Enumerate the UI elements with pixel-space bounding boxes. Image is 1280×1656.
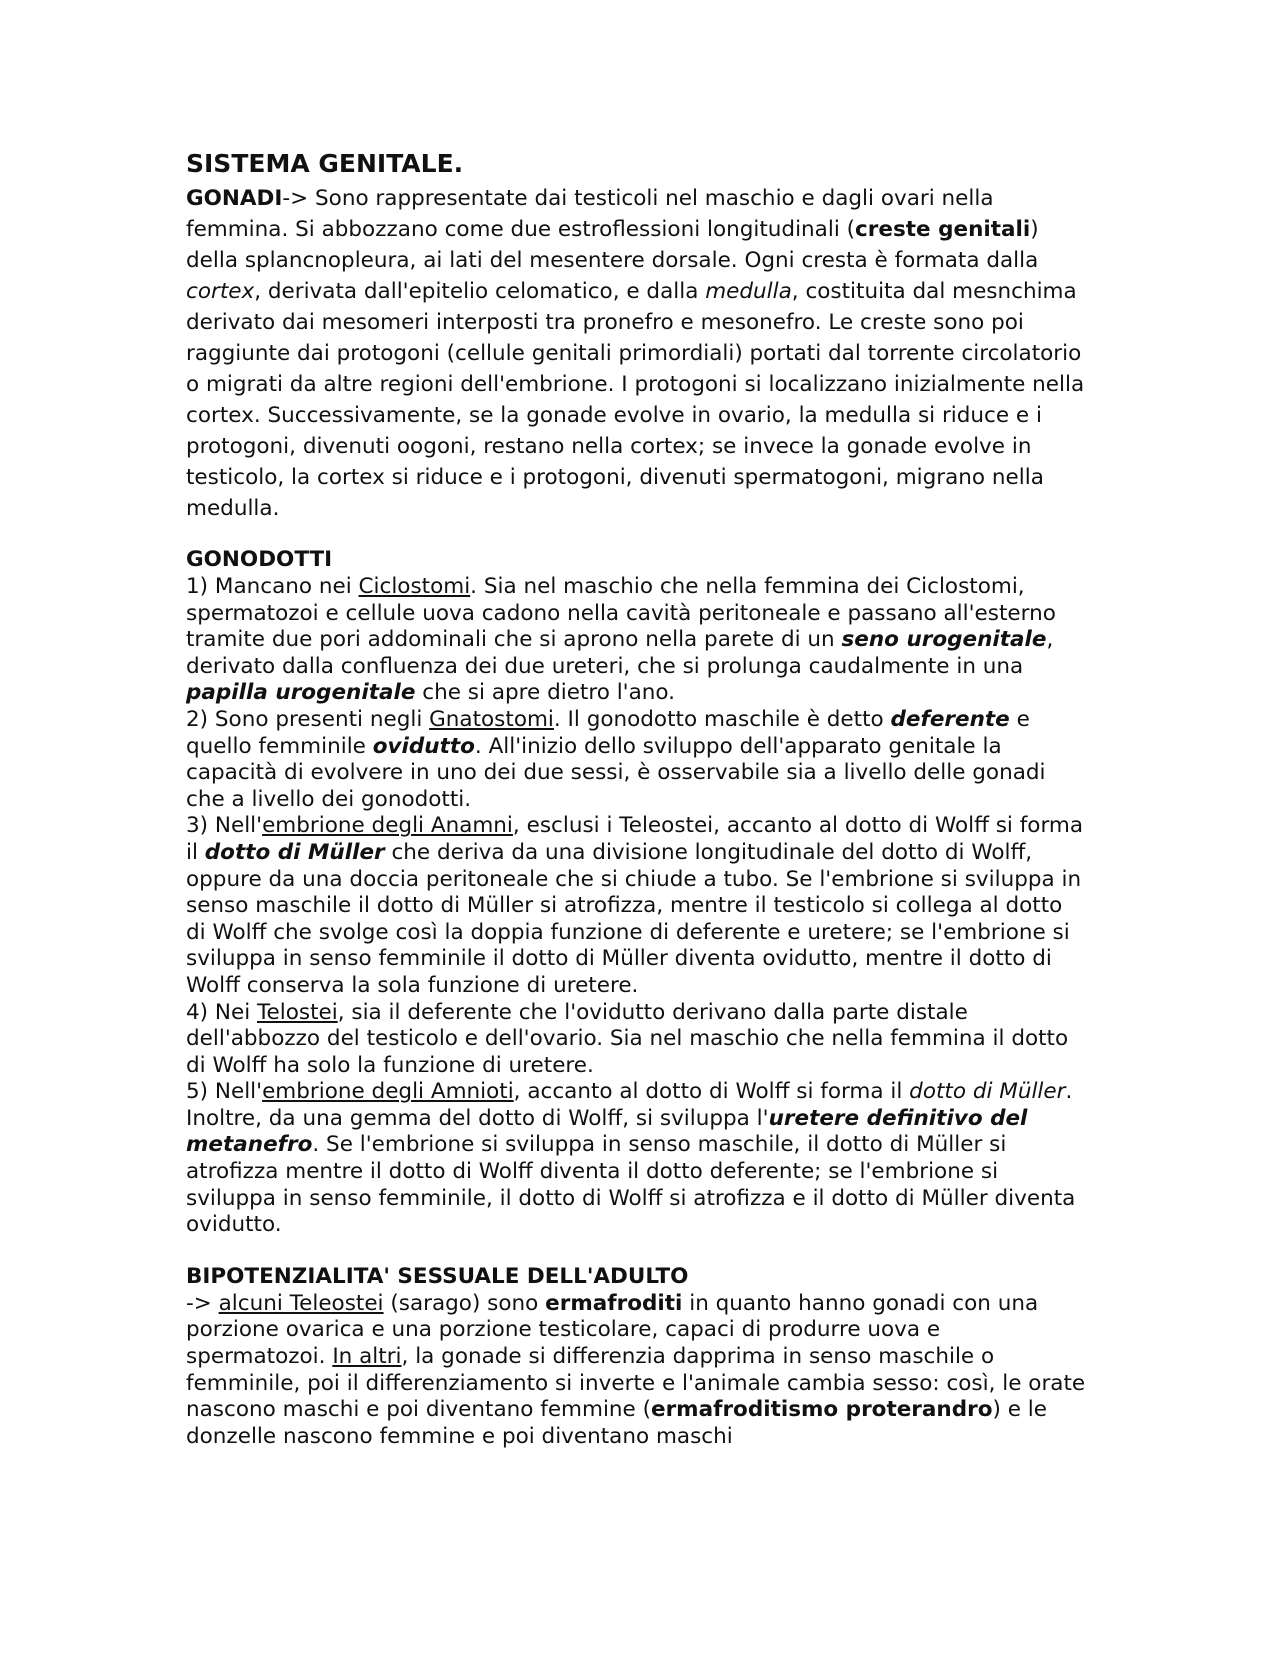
underlined-term: Telostei — [257, 999, 338, 1025]
text-run: . Se l'embrione si sviluppa in senso maschile, il dotto di Müller si atrofizza mentre il dotto di Wolff diventa il dotto deferente; se l'embrione si sviluppa in senso femminile, il dotto di Wolff si atrofizza e il dotto di Müller diventa ovidutto. — [186, 1132, 1076, 1238]
bipotenzialita-paragraph — [186, 1291, 1086, 1451]
text-run: che si apre dietro l'ano. — [415, 680, 676, 706]
text-run: , la gonade si differenzia dapprima in senso maschile o femminile, poi il differenziamento si inverte e l'animale cambia sesso: così, le orate nascono maschi e poi diventano femmine ( — [186, 1344, 1086, 1423]
term-papilla-urogenitale: papilla urogenitale — [186, 680, 416, 706]
text-run: (sarago) sono — [383, 1290, 546, 1316]
underlined-term: embrione degli Anamni — [262, 813, 513, 839]
text-run: 3) Nell' — [186, 813, 263, 839]
term-dotto-di-muller: dotto di Müller — [204, 839, 385, 865]
underlined-term: Gnatostomi — [429, 706, 554, 732]
gonadi-label: GONADI — [186, 186, 283, 211]
text-run: , accanto al dotto di Wolff si forma il — [513, 1079, 910, 1105]
text-run: , costituita dal mesnchima derivato dai mesomeri interposti tra pronefro e mesonefro. Le creste sono poi raggiunte dai protogoni (cellule genitali primordiali) portati dal torrente circolatorio o migrati da altre regioni dell'embrione. I protogoni si localizzano inizialmente nella cortex. Successivamente, se la gonade evolve in ovario, la medulla si riduce e i protogoni, divenuti oogoni, restano nella cortex; se invece la gonade evolve in testicolo, la cortex si riduce e i protogoni, divenuti spermatogoni, migrano nella medulla. — [186, 279, 1085, 521]
text-run: , derivato dalla confluenza dei due ureteri, che si prolunga caudalmente in una — [186, 627, 1054, 679]
text-run: , esclusi i Teleostei, accanto al dotto di Wolff si forma il — [186, 813, 1084, 865]
text-run: 5) Nell' — [186, 1079, 263, 1105]
text-run: -> Sono rappresentate dai testicoli nel maschio e dagli ovari nella femmina. Si abbozzano come due estroflessioni longitudinali ( — [186, 186, 994, 242]
underlined-term: alcuni Teleostei — [218, 1290, 384, 1316]
text-run: e quello femminile — [186, 706, 1030, 759]
gonodotti-point-4 — [186, 1000, 1086, 1080]
term-dotto-di-muller: dotto di Müller — [909, 1079, 1066, 1105]
bipotenzialita-heading: BIPOTENZIALITA' SESSUALE DELL'ADULTO — [186, 1263, 689, 1289]
text-run: , sia il deferente che l'ovidutto derivano dalla parte distale dell'abbozzo del testicolo e dell'ovario. Sia nel maschio che nella femmina il dotto di Wolff ha solo la funzione di uretere. — [186, 999, 1069, 1078]
page-title: SISTEMA GENITALE. — [186, 149, 464, 178]
text-run: . Inoltre, da una gemma del dotto di Wolff, si sviluppa l' — [186, 1079, 1073, 1131]
text-run: . All'inizio dello sviluppo dell'apparato genitale la capacità di evolvere in uno dei due sessi, è osservabile sia a livello delle gonadi che a livello dei gonodotti. — [186, 733, 1046, 812]
underlined-term: Ciclostomi — [358, 574, 471, 599]
term-ovidutto: ovidutto — [372, 733, 475, 759]
text-run: 2) Sono presenti negli — [186, 706, 430, 732]
text-run: -> — [186, 1290, 219, 1316]
text-run: ) e le donzelle nascono femmine e poi diventano maschi — [186, 1397, 1047, 1449]
text-run: che deriva da una divisione longitudinale del dotto di Wolff, oppure da una doccia peritoneale che si chiude a tubo. Se l'embrione si sviluppa in senso maschile il dotto di Müller si atrofizza, mentre il testicolo si collega al dotto di Wolff che svolge così la doppia funzione di deferente e uretere; se l'embrione si sviluppa in senso femminile il dotto di Müller diventa ovidutto, mentre il dotto di Wolff conserva la sola funzione di uretere. — [186, 839, 1082, 998]
term-ermafroditismo-proterandro: ermafroditismo proterandro — [651, 1397, 993, 1423]
underlined-term: embrione degli Amnioti — [262, 1079, 514, 1105]
term-seno-urogenitale: seno urogenitale — [841, 627, 1047, 653]
text-run: in quanto hanno gonadi con una porzione ovarica e una porzione testicolare, capaci di produrre uova e spermatozoi. — [186, 1290, 1039, 1370]
text-run: 1) Mancano nei — [186, 574, 359, 599]
term-deferente: deferente — [890, 706, 1010, 732]
text-run: . Sia nel maschio che nella femmina dei Ciclostomi, spermatozoi e cellule uova cadono nella cavità peritoneale e passano all'esterno tramite due pori addominali che si aprono nella parete di un — [186, 574, 1056, 653]
gonadi-paragraph — [186, 183, 1086, 524]
gonodotti-point-3 — [186, 813, 1086, 999]
text-run: . Il gonodotto maschile è detto — [553, 706, 891, 732]
text-run: ) della splancnopleura, ai lati del mesentere dorsale. Ogni cresta è formata dalla — [186, 217, 1039, 273]
text-run: , derivata dall'epitelio celomatico, e dalla — [254, 279, 706, 304]
gonodotti-heading: GONODOTTI — [186, 547, 333, 572]
term-ermafroditi: ermafroditi — [545, 1290, 683, 1316]
gonodotti-point-2 — [186, 707, 1086, 813]
gonodotti-point-1 — [186, 574, 1086, 707]
document-page — [186, 148, 1086, 1450]
term-creste-genitali: creste genitali — [855, 217, 1031, 242]
gonodotti-section — [186, 574, 1086, 1239]
term-medulla: medulla — [705, 279, 792, 304]
term-uretere-definitivo: uretere definitivo del metanefro — [186, 1105, 1028, 1158]
term-cortex: cortex — [186, 279, 255, 304]
underlined-term: In altri — [332, 1344, 402, 1370]
gonodotti-point-5 — [186, 1079, 1086, 1239]
text-run: 4) Nei — [186, 999, 258, 1025]
